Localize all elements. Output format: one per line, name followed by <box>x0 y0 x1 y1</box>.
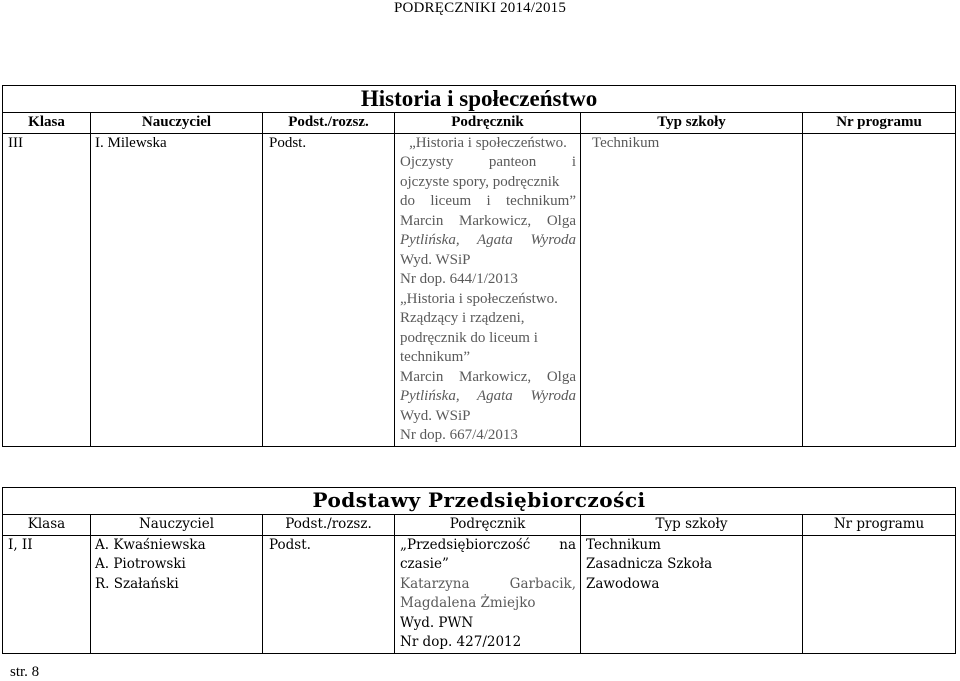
book-line: Katarzyna Garbacik, <box>400 575 576 592</box>
book-line: czasie” <box>400 556 449 572</box>
teacher-line: A. Piotrowski <box>95 556 186 572</box>
col-klasa: Klasa <box>3 113 91 134</box>
history-table <box>2 85 956 447</box>
book-line: Magdalena Żmiejko <box>400 595 536 611</box>
cell-nr <box>803 535 956 653</box>
school-type-line: Technikum <box>586 536 661 553</box>
header-row <box>3 515 956 536</box>
book-line: Marcin Markowicz, Olga <box>400 368 576 385</box>
page-header: PODRĘCZNIKI 2014/2015 <box>393 0 567 16</box>
cell-klasa: I, II <box>3 535 91 653</box>
teacher-line: A. Kwaśniewska <box>95 536 206 553</box>
book-line: podręcznik do liceum i <box>400 329 538 346</box>
col-typ: Typ szkoły <box>581 515 803 536</box>
col-nr: Nr programu <box>803 113 956 134</box>
book-line: Wyd. WSiP <box>400 251 471 268</box>
table-title: Historia i społeczeństwo <box>3 86 956 113</box>
book-line: technikum” <box>400 349 470 365</box>
book-line: „Historia i społeczeństwo. <box>409 134 567 151</box>
col-nauczyciel: Nauczyciel <box>91 113 263 134</box>
book-line: „Historia i społeczeństwo. <box>400 290 558 307</box>
school-type-line: Zawodowa <box>586 575 660 592</box>
cell-nauczyciel <box>91 535 263 653</box>
header-row <box>3 113 956 134</box>
table-title-text: Podstawy Przedsiębiorczości <box>312 488 646 512</box>
col-podst: Podst./rozsz. <box>263 113 395 134</box>
cell-nauczyciel: I. Milewska <box>91 133 263 446</box>
cell-typ <box>581 535 803 653</box>
teacher-line: R. Szałański <box>95 575 179 592</box>
cell-podrecznik <box>395 133 581 446</box>
cell-podst: Podst. <box>263 535 395 653</box>
cell-typ: Technikum <box>581 133 803 446</box>
cell-klasa: III <box>3 133 91 446</box>
col-klasa: Klasa <box>3 515 91 536</box>
cell-podst: Podst. <box>263 133 395 446</box>
entrepreneurship-table <box>2 487 956 654</box>
book-line: Marcin Markowicz, Olga <box>400 212 576 229</box>
book-line: Wyd. PWN <box>400 614 474 631</box>
col-typ: Typ szkoły <box>581 113 803 134</box>
book-line: do liceum i technikum” <box>400 193 576 209</box>
cell-nr <box>803 133 956 446</box>
col-podrecznik: Podręcznik <box>395 515 581 536</box>
book-line: ojczyste spory, podręcznik <box>400 173 560 190</box>
book-line: Rządzący i rządzeni, <box>400 310 525 326</box>
school-type-line: Zasadnicza Szkoła <box>586 556 713 572</box>
table-row <box>3 133 956 446</box>
col-nauczyciel: Nauczyciel <box>91 515 263 536</box>
col-podst: Podst./rozsz. <box>263 515 395 536</box>
col-podrecznik: Podręcznik <box>395 113 581 134</box>
book-line: Pytlińska, Agata Wyroda <box>400 232 576 248</box>
book-line: „Przedsiębiorczość na <box>400 536 576 553</box>
col-nr: Nr programu <box>803 515 956 536</box>
book-line: Ojczysty panteon i <box>400 154 576 170</box>
book-line: Nr dop. 644/1/2013 <box>400 271 518 287</box>
cell-podrecznik <box>395 535 581 653</box>
table-row <box>3 535 956 653</box>
book-line: Nr dop. 667/4/2013 <box>400 427 518 443</box>
book-line: Nr dop. 427/2012 <box>400 634 522 650</box>
book-line: Pytlińska, Agata Wyroda <box>400 388 576 404</box>
table-title <box>3 488 956 515</box>
page-number: str. 8 <box>10 664 40 680</box>
book-line: Wyd. WSiP <box>400 407 471 424</box>
